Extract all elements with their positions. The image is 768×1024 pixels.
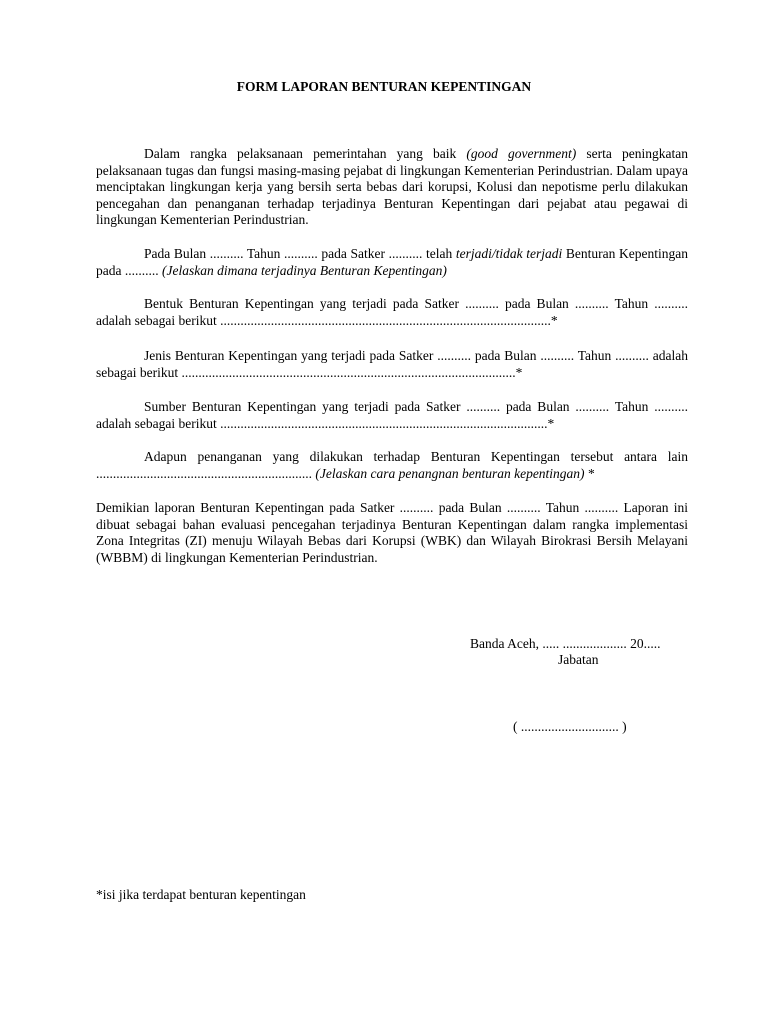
paragraph-form: Bentuk Benturan Kepentingan yang terjadi pada Satker .......... pada Bulan .......... Tahun .......... adalah sebagai berikut ..................................................................................................* [96, 296, 688, 328]
paragraph-occurrence-text-a: Pada Bulan .......... Tahun .......... pada Satker .......... telah [144, 246, 456, 261]
paragraph-intro-italic: (good government) [466, 146, 577, 161]
paragraph-handling-italic: (Jelaskan cara penangnan benturan kepentingan) [315, 465, 585, 481]
paragraph-occurrence [96, 246, 688, 279]
paragraph-intro-text-a: Dalam rangka pelaksanaan pemerintahan yang baik [144, 146, 467, 161]
page-title: FORM LAPORAN BENTURAN KEPENTINGAN [236, 79, 532, 94]
signature-place-date: Banda Aceh, ..... ................... 20..... [470, 636, 661, 651]
signature-name-placeholder: ( ............................. ) [513, 719, 627, 734]
footnote: *isi jika terdapat benturan kepentingan [96, 887, 306, 902]
signature-position: Jabatan [558, 652, 599, 667]
paragraph-intro [96, 146, 688, 229]
paragraph-intro-text-b: serta peningkatan pelaksanaan tugas dan fungsi masing-masing pejabat di lingkungan Kementerian Perindustrian. Dalam upaya menciptakan lingkungan kerja yang bersih serta bebas dari korupsi, Kolusi dan nepotisme perlu dilakukan pencegahan dan penanganan terhadap terjadinya Benturan Kepentingan dari pejabat atau pegawai di lingkungan Kementerian Perindustrian. [96, 146, 688, 227]
paragraph-type: Jenis Benturan Kepentingan yang terjadi pada Satker .......... pada Bulan .......... Tahun .......... adalah sebagai berikut ...................................................................................................* [96, 348, 688, 380]
paragraph-handling [96, 449, 688, 482]
paragraph-closing: Demikian laporan Benturan Kepentingan pada Satker .......... pada Bulan .......... Tahun .......... Laporan ini dibuat sebagai bahan evaluasi pencegahan terjadinya Benturan Kepentingan dalam rangka implementasi Zona Integritas (ZI) menuju Wilayah Bebas dari Korupsi (WBK) dan Wilayah Birokrasi Bersih Melayani (WBBM) di lingkungan Kementerian Perindustrian. [96, 500, 688, 565]
paragraph-handling-text-a: Adapun penanganan yang dilakukan terhadap Benturan Kepentingan tersebut antara lain ................................................................ [96, 449, 688, 481]
paragraph-occurrence-italic-1: terjadi/tidak terjadi [455, 246, 563, 261]
paragraph-source: Sumber Benturan Kepentingan yang terjadi pada Satker .......... pada Bulan .......... Tahun .......... adalah sebagai berikut .................................................................................................* [96, 399, 688, 431]
paragraph-occurrence-italic-2: (Jelaskan dimana terjadinya Benturan Kepentingan) [161, 262, 447, 278]
paragraph-occurrence-text-b: Benturan Kepentingan pada .......... [96, 246, 688, 278]
paragraph-handling-text-b: * [584, 465, 595, 481]
